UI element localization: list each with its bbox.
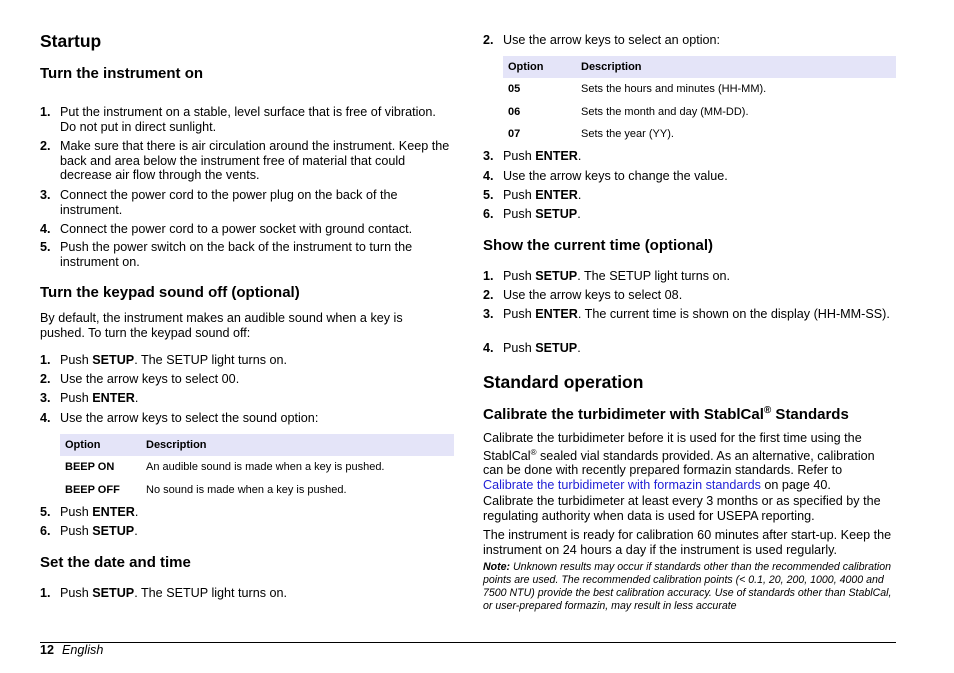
table-row: BEEP ON An audible sound is made when a key is pushed.: [65, 461, 385, 474]
list-item: 1. Push SETUP. The SETUP light turns on.: [40, 353, 288, 367]
footer-language: English: [62, 643, 104, 657]
list-item: 4. Push SETUP.: [483, 341, 581, 355]
list-item: 1. Push SETUP. The SETUP light turns on.: [40, 586, 288, 600]
list-item: 5. Push the power switch on the back of the instrument to turn the instrument on.: [40, 240, 413, 269]
show-time-heading: Show the current time (optional): [483, 237, 714, 254]
list-item: 3. Push ENTER.: [40, 391, 139, 405]
list-item: 2. Make sure that there is air circulation around the instrument. Keep the back and area below the instrument free of material that could decrease air flow through the vents.: [40, 139, 450, 183]
list-item: 4. Connect the power cord to a power socket with ground contact.: [40, 222, 413, 236]
list-item: 1. Push SETUP. The SETUP light turns on.: [483, 269, 731, 283]
keypad-intro: By default, the instrument makes an audible sound when a key is pushed. To turn the keypad sound off:: [40, 311, 403, 340]
table-row: 06 Sets the month and day (MM-DD).: [508, 105, 749, 118]
list-item: 4. Use the arrow keys to select the sound option:: [40, 411, 319, 425]
list-item: 3. Connect the power cord to the power plug on the back of the instrument.: [40, 188, 398, 217]
beep-option-table: [60, 434, 454, 501]
list-item: 2. Use the arrow keys to select 08.: [483, 288, 683, 302]
table-row: 07 Sets the year (YY).: [508, 128, 674, 141]
list-item: 3. Push ENTER.: [483, 149, 582, 163]
list-item: 2. Use the arrow keys to select 00.: [40, 372, 240, 386]
turn-on-heading: Turn the instrument on: [40, 65, 204, 82]
list-item: 6. Push SETUP.: [40, 524, 138, 538]
date-time-heading: Set the date and time: [40, 554, 191, 571]
standard-operation-title: Standard operation: [483, 372, 644, 392]
date-option-table: [503, 56, 896, 146]
list-item: 2. Use the arrow keys to select an option:: [483, 33, 721, 47]
calibrate-heading: Calibrate the turbidimeter with StablCal® Standards: [483, 405, 849, 423]
list-item: 5. Push ENTER.: [40, 505, 139, 519]
table-row: BEEP OFF No sound is made when a key is pushed.: [65, 483, 347, 496]
list-item: 3. Push ENTER. The current time is shown on the display (HH-MM-SS).: [483, 307, 890, 321]
startup-title: Startup: [40, 31, 102, 51]
footer-rule: [40, 642, 896, 643]
calibrate-para-2: Calibrate the turbidimeter at least every 3 months or as specified by the regulating authority when data is used for USEPA reporting.: [483, 494, 881, 523]
keypad-heading: Turn the keypad sound off (optional): [40, 284, 300, 301]
formazin-calibration-link[interactable]: Calibrate the turbidimeter with formazin standards: [483, 477, 761, 492]
table-row: 05 Sets the hours and minutes (HH-MM).: [508, 83, 767, 96]
table-header-row: Option Description: [503, 56, 896, 78]
calibration-note: Note: Unknown results may occur if standards other than the recommended calibration points are used. The recommended calibration points (< 0.1, 20, 200, 1000, 4000 and 7500 NTU) provide the best calibration accuracy. Use of standards other than StablCal, or user-prepared formazin, may result in less accurate: [483, 561, 892, 612]
list-item: 6. Push SETUP.: [483, 207, 581, 221]
list-item: 4. Use the arrow keys to change the value.: [483, 169, 728, 183]
calibrate-para-1: Calibrate the turbidimeter before it is used for the first time using the StablCal® sealed vial standards provided. As an alternative, calibration can be done with recently prepared formazin standards. Refer to Calibrate the turbidimeter with formazin standards on page 40.: [483, 431, 875, 492]
list-item: 5. Push ENTER.: [483, 188, 582, 202]
page-footer: [40, 643, 103, 658]
calibrate-para-3: The instrument is ready for calibration 60 minutes after start-up. Keep the instrument on 24 hours a day if the instrument is used regularly.: [483, 528, 892, 557]
table-header-row: Option Description: [60, 434, 454, 456]
list-item: 1. Put the instrument on a stable, level surface that is free of vibration. Do not put in direct sunlight.: [40, 105, 436, 134]
page-number: 12: [40, 643, 55, 657]
